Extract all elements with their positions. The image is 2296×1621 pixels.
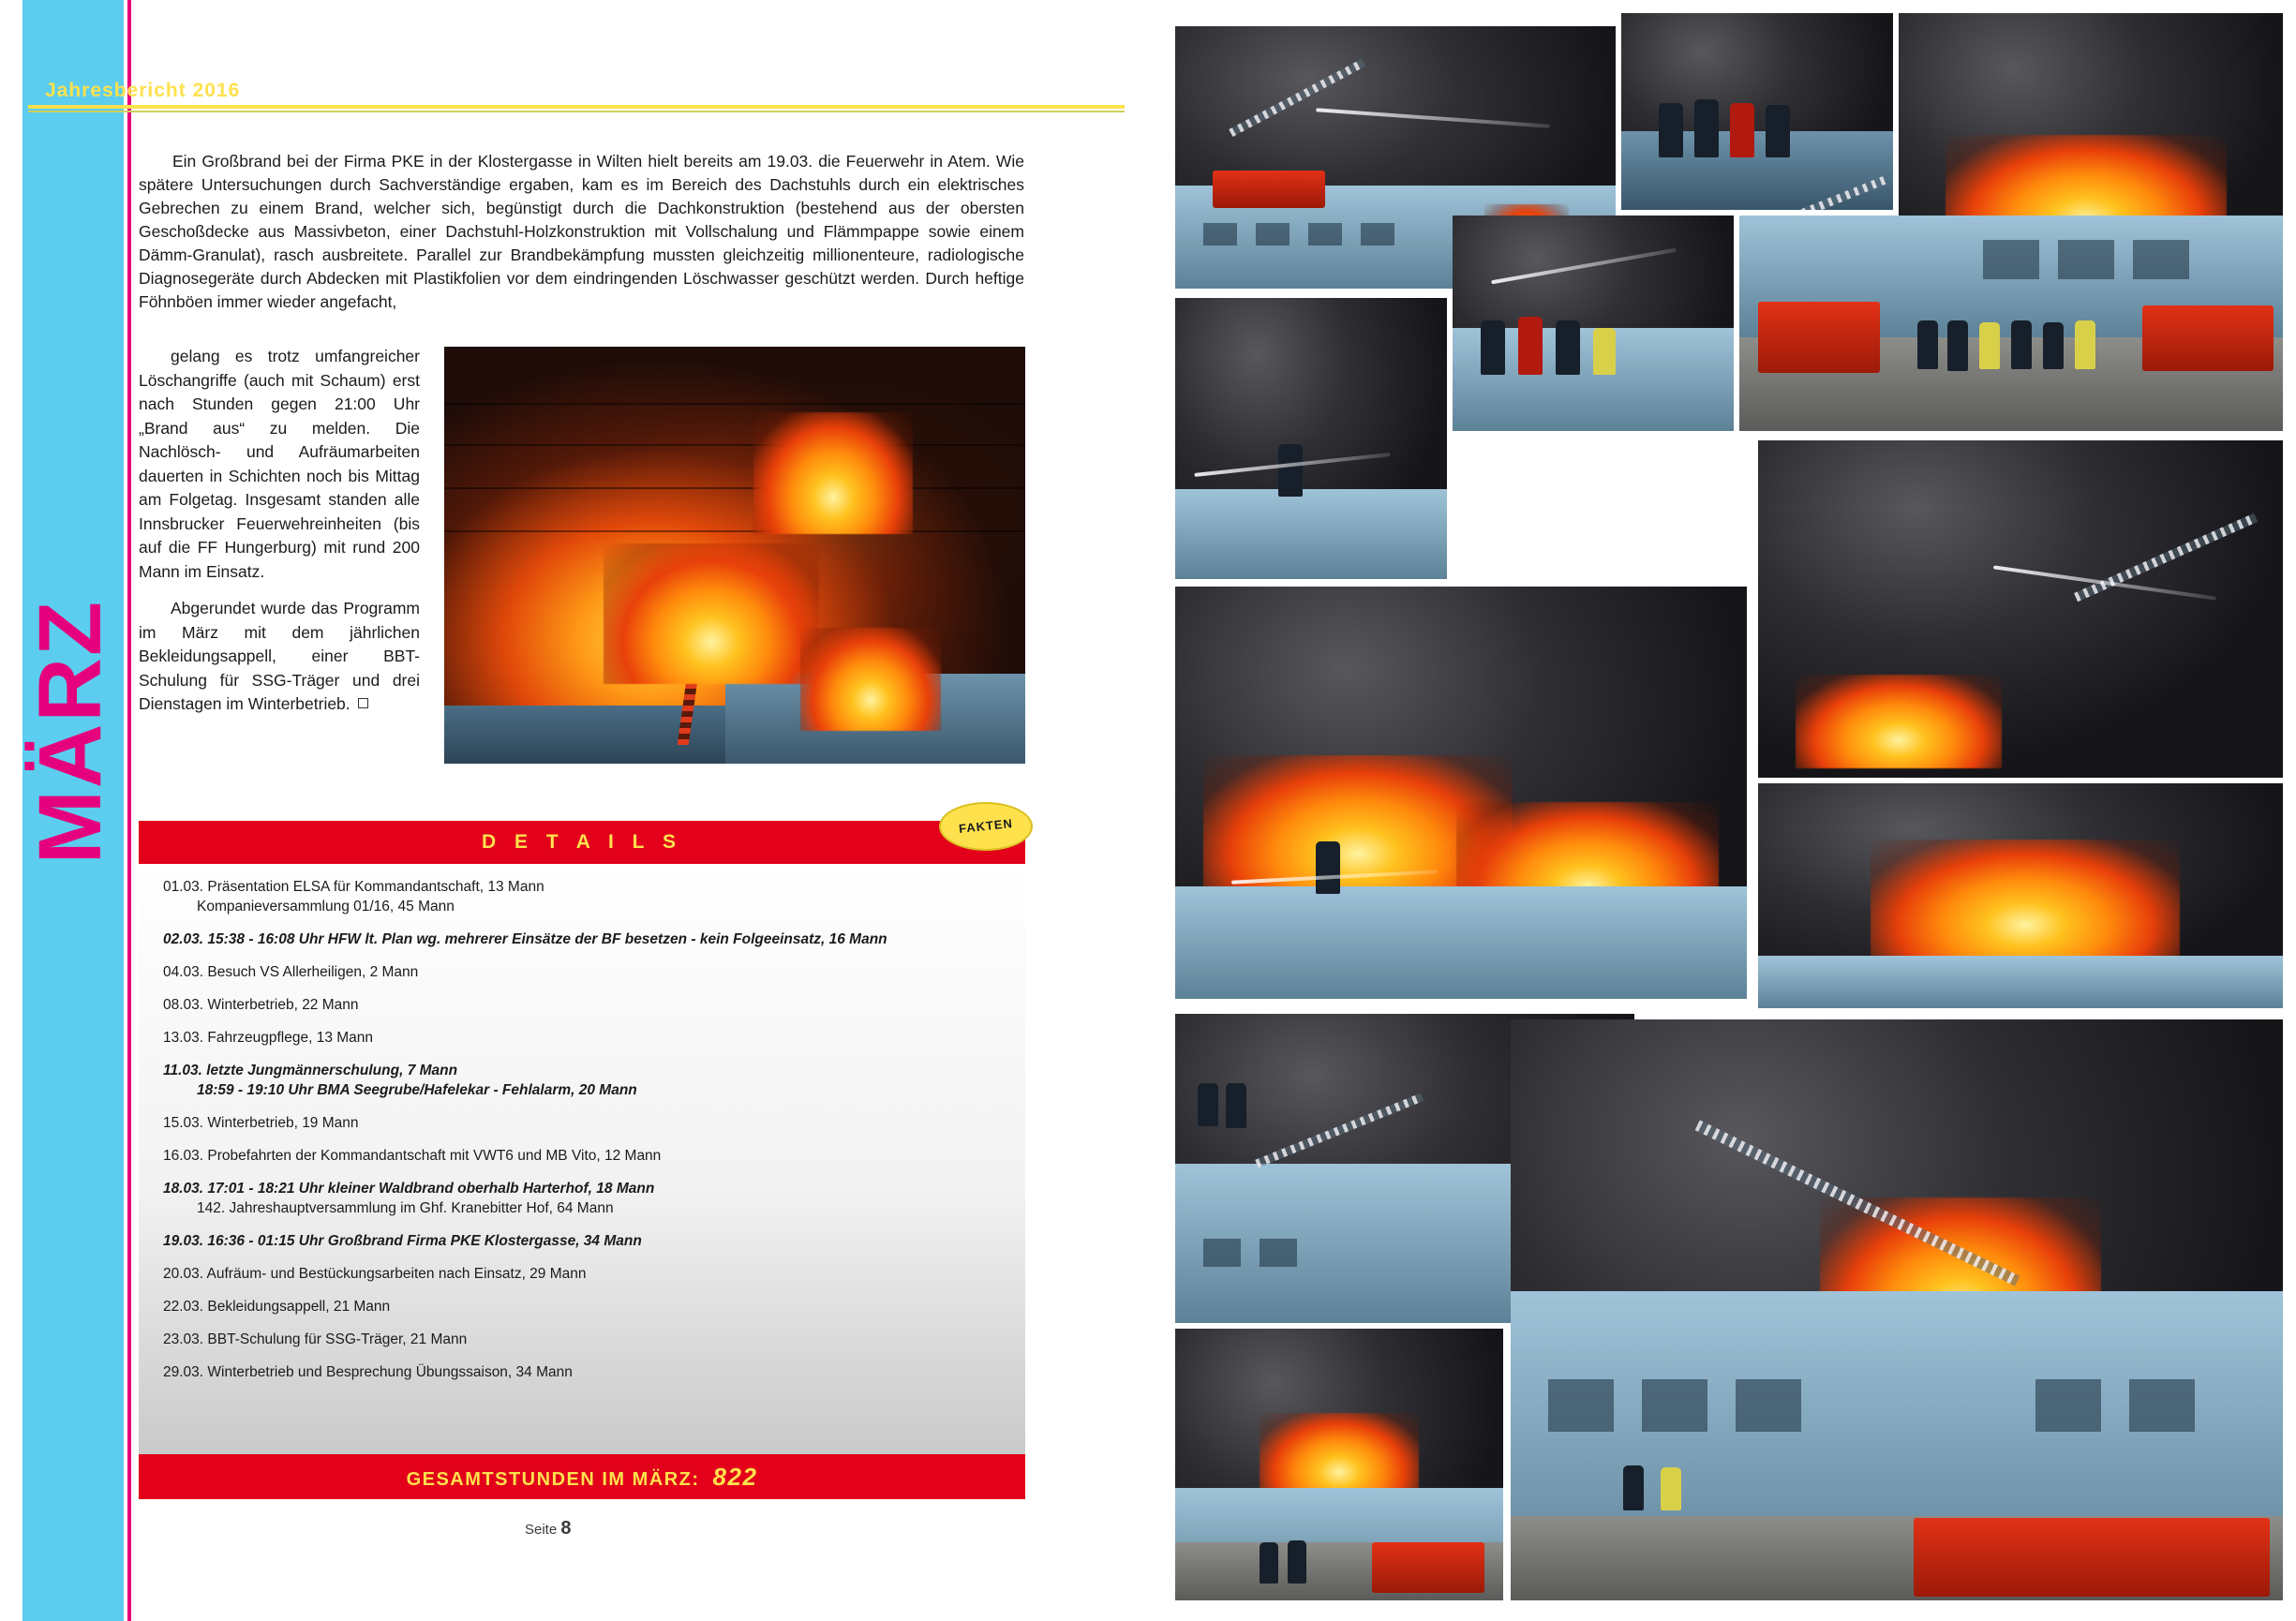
list-item: 19.03. 16:36 - 01:15 Uhr Großbrand Firma PKE Klostergasse, 34 Mann [163,1233,642,1249]
total-hours-label: GESAMTSTUNDEN IM MÄRZ: [406,1469,700,1490]
list-item: 16.03. Probefahrten der Kommandantschaft mit VWT6 und MB Vito, 12 Mann [163,1148,662,1164]
list-item: 22.03. Bekleidungsappell, 21 Mann [163,1299,391,1315]
list-item: 08.03. Winterbetrieb, 22 Mann [163,997,359,1013]
list-item: 18.03. 17:01 - 18:21 Uhr kleiner Waldbrand oberhalb Harterhof, 18 Mann 142. Jahreshauptversammlung im Ghf. Kranebitter Hof, 64 Mann [163,1181,655,1216]
list-item: 11.03. letzte Jungmännerschulung, 7 Mann 18:59 - 19:10 Uhr BMA Seegrube/Hafelekar - Fehlalarm, 20 Mann [163,1063,637,1098]
total-hours-value: 822 [712,1463,758,1491]
list-item: 04.03. Besuch VS Allerheiligen, 2 Mann [163,964,419,980]
article-narrow-column [139,345,420,730]
photo-flammenwand-dach [1758,783,2283,1008]
article-paragraph-2: gelang es trotz umfangreicher Löschangriffe (auch mit Schaum) erst nach Stunden gegen 21:00 Uhr „Brand aus“ zu melden. Die Nachlösch- und Aufräumarbeiten dauerten in Schichten noch bis Mittag am Folgetag. Insgesamt standen alle Innsbrucker Feuerwehreinheiten (bis auf die FF Hungerburg) mit rund 200 Mann im Einsatz. [139,347,420,581]
fakten-badge-label: FAKTEN [958,816,1014,836]
header-rule-secondary [28,111,1125,112]
photo-drehleiter-gegenlicht [1758,440,2283,778]
list-item: 15.03. Winterbetrieb, 19 Mann [163,1115,359,1131]
fakten-badge [939,802,1033,851]
list-item: 01.03. Präsentation ELSA für Kommandantschaft, 13 Mann Kompanieversammlung 01/16, 45 Mann [163,879,544,915]
total-hours-row [139,1454,1025,1502]
list-item: 23.03. BBT-Schulung für SSG-Träger, 21 Mann [163,1331,468,1347]
list-item: 02.03. 15:38 - 16:08 Uhr HFW lt. Plan wg. mehrerer Einsätze der BF besetzen - kein Folgeeinsatz, 16 Mann [163,931,887,947]
photo-loeschangriff-flachdach [1175,298,1447,579]
page-footer-number: 8 [560,1518,572,1539]
article-intro [139,150,1024,327]
photo-mannschaft-fahrzeuge [1739,216,2283,431]
details-banner [139,821,1025,864]
page-footer-label: Seite [525,1522,558,1538]
article-paragraph-3: Abgerundet wurde das Programm im März mit dem jährlichen Bekleidungsappell, einer BBT-Schulung für SSG-Träger und drei Dienstagen im Winterbetrieb. [139,599,420,713]
total-hours-banner [139,1454,1025,1499]
page-title: Jahresbericht 2016 [45,80,241,101]
details-list [139,864,1025,1456]
photo-atemschutztrupp-korb [1621,13,1893,210]
photo-main-fire [444,347,1025,764]
right-page-photo-collage [1162,0,2296,1621]
photo-einsatzkraefte-dach [1453,216,1734,431]
header-rule [28,105,1125,109]
photo-drehleiter-gebaeudefront [1511,1019,2283,1600]
details-title: D E T A I L S [482,831,682,853]
list-item: 20.03. Aufräum- und Bestückungsarbeiten nach Einsatz, 29 Mann [163,1266,587,1282]
article-paragraph-1: Ein Großbrand bei der Firma PKE in der Klostergasse in Wilten hielt bereits am 19.03. die Feuerwehr in Atem. Wie spätere Untersuchungen durch Sachverständige ergaben, kam es im Bereich des Dachstuhls durch ein elektrisches Gebrechen zu einem Brand, welcher sich, begünstigt durch die Dachkonstruktion (bestehend aus der obersten Geschoßdecke aus Massivbeton, einer Dachstuhl-Holzkonstruktion mit Vollschalung und Flämmpappe sowie einem Dämm-Granulat), rasch ausbreitete. Parallel zur Brandbekämpfung mussten gleichzeitig millionenteure, radiologische Diagnosegeräte durch Abdecken mit Plastikfolien vor dem eindringenden Löschwasser geschützt werden. Durch heftige Föhnböen immer wieder angefacht, [139,152,1024,311]
photo-brennender-dachstuhl [1175,587,1747,999]
list-item: 29.03. Winterbetrieb und Besprechung Übungssaison, 34 Mann [163,1364,573,1380]
month-label: MÄRZ [21,600,120,865]
photo-aussenansicht-brandobjekt [1175,1329,1503,1600]
page-footer [525,1518,572,1539]
list-item: 13.03. Fahrzeugpflege, 13 Mann [163,1030,374,1046]
magenta-rule [127,0,131,1621]
end-mark-icon [358,698,368,708]
